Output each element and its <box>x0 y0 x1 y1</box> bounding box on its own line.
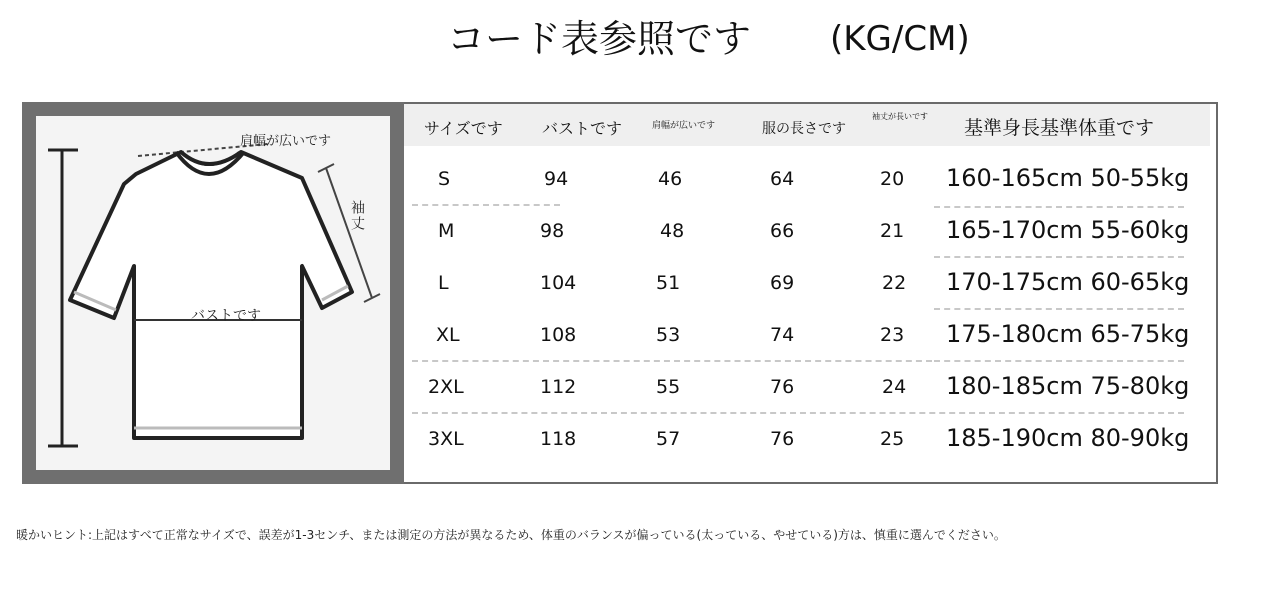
table-row <box>404 414 1216 466</box>
cell-size: 3XL <box>428 428 464 450</box>
cell-shoulder: 55 <box>656 376 681 398</box>
cell-shoulder: 57 <box>656 428 681 450</box>
header-size: サイズです <box>424 119 503 138</box>
cell-length: 76 <box>770 428 795 450</box>
cell-shoulder: 51 <box>656 272 681 294</box>
title-unit: (KG/CM) <box>830 19 970 59</box>
diagram-label-shoulder: 肩幅が広いです <box>240 134 332 149</box>
cell-size: S <box>438 168 451 190</box>
table-row <box>404 258 1216 310</box>
cell-bust: 104 <box>540 272 577 294</box>
cell-body: 185-190cm 80-90kg <box>946 424 1190 452</box>
cell-sleeve: 21 <box>880 220 905 242</box>
footnote-hint: 暖かいヒント:上記はすべて正常なサイズで、誤差が1-3センチ、または測定の方法が異なるため、体重のバランスが偏っている(太っている、やせている)方は、慎重に選んでください。 <box>16 528 1006 542</box>
cell-body: 175-180cm 65-75kg <box>946 320 1190 348</box>
cell-bust: 108 <box>540 324 577 346</box>
cell-sleeve: 22 <box>882 272 907 294</box>
cell-shoulder: 48 <box>660 220 685 242</box>
page-title <box>0 14 1280 64</box>
title-main: コード表参照です <box>447 17 752 61</box>
cell-body: 180-185cm 75-80kg <box>946 372 1190 400</box>
cell-length: 69 <box>770 272 795 294</box>
cell-sleeve: 24 <box>882 376 907 398</box>
table-row <box>404 206 1216 258</box>
cell-body: 160-165cm 50-55kg <box>946 164 1190 192</box>
cell-shoulder: 53 <box>656 324 681 346</box>
table-row <box>404 362 1216 414</box>
cell-size: XL <box>436 324 460 346</box>
cell-size: M <box>438 220 455 242</box>
header-length: 服の長さです <box>762 121 846 137</box>
cell-bust: 98 <box>540 220 565 242</box>
tshirt-diagram <box>36 116 390 470</box>
header-body: 基準身長基準体重です <box>964 117 1155 139</box>
cell-body: 165-170cm 55-60kg <box>946 216 1190 244</box>
cell-sleeve: 25 <box>880 428 905 450</box>
cell-size: 2XL <box>428 376 464 398</box>
cell-bust: 94 <box>544 168 569 190</box>
table-header-row <box>404 104 1210 146</box>
cell-sleeve: 20 <box>880 168 905 190</box>
cell-size: L <box>438 272 449 294</box>
cell-bust: 112 <box>540 376 577 398</box>
diagram-label-sleeve: 袖丈 <box>349 200 365 232</box>
cell-length: 64 <box>770 168 795 190</box>
cell-sleeve: 23 <box>880 324 905 346</box>
tshirt-diagram-frame <box>22 102 404 484</box>
cell-bust: 118 <box>540 428 577 450</box>
header-bust: バストです <box>542 119 623 138</box>
diagram-label-bust: バストです <box>191 308 261 324</box>
tshirt-illustration <box>36 116 390 470</box>
cell-length: 76 <box>770 376 795 398</box>
cell-length: 74 <box>770 324 795 346</box>
size-table <box>404 104 1216 482</box>
table-row <box>404 154 1216 206</box>
cell-body: 170-175cm 60-65kg <box>946 268 1190 296</box>
header-sleeve: 袖丈が長いです <box>872 112 928 121</box>
header-shoulder: 肩幅が広いです <box>652 121 716 131</box>
cell-shoulder: 46 <box>658 168 683 190</box>
table-row <box>404 310 1216 362</box>
cell-length: 66 <box>770 220 795 242</box>
